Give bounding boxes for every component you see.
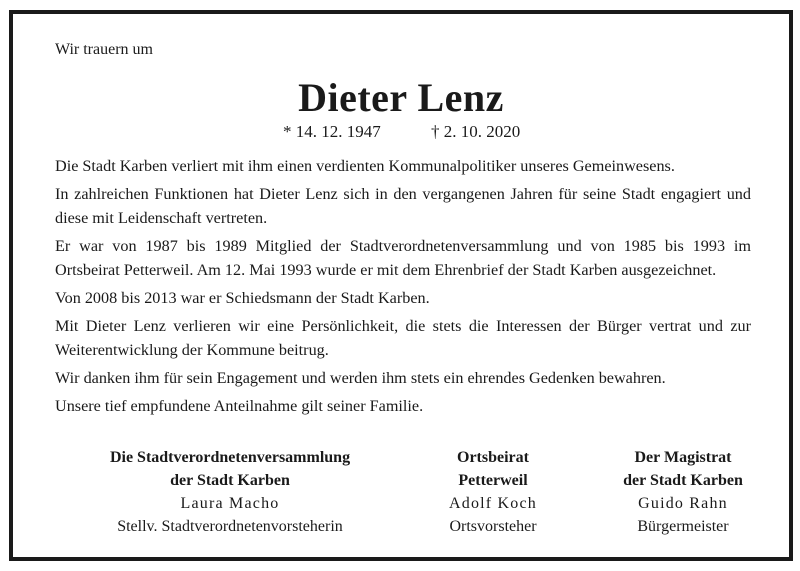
signature-role: Bürgermeister — [637, 518, 729, 535]
birth-date: * 14. 12. 1947 — [283, 122, 381, 141]
paragraph: Er war von 1987 bis 1989 Mitglied der Stadtverordnetenversammlung und von 1985 bis 1993 im Ortsbeirat Petterweil. Am 12. Mai 1993 wurde er mit dem Ehrenbrief der Stadt Karben ausgezeichnet. — [55, 237, 751, 279]
paragraph: Mit Dieter Lenz verlieren wir eine Persönlichkeit, die stets die Interessen der Bürger vertrat und zur Weiterentwicklung der Kommune beitrug. — [55, 317, 751, 359]
signature-org-line2: der Stadt Karben — [170, 472, 290, 489]
paragraph: Unsere tief empfundene Anteilnahme gilt seiner Familie. — [55, 397, 424, 415]
signature-org-line1: Die Stadtverordnetenversammlung — [109, 449, 351, 466]
deceased-name: Dieter Lenz — [298, 75, 504, 120]
signature-org-line2: Petterweil — [458, 472, 528, 489]
signature-org-line2: der Stadt Karben — [623, 472, 743, 489]
paragraph: In zahlreichen Funktionen hat Dieter Lenz sich in den vergangenen Jahren für seine Stadt engagiert und diese mit Leidenschaft vertreten. — [55, 185, 751, 227]
signature-council — [85, 446, 375, 538]
intro-text: Wir trauern um — [55, 41, 153, 58]
paragraph: Die Stadt Karben verliert mit ihm einen verdienten Kommunalpolitiker unseres Gemeinwesens. — [55, 157, 675, 175]
obituary-body — [55, 154, 751, 422]
signature-local-council — [423, 446, 563, 538]
signature-org-line1: Der Magistrat — [634, 449, 732, 466]
signature-org-line1: Ortsbeirat — [457, 449, 529, 466]
paragraph: Wir danken ihm für sein Engagement und werden ihm stets ein ehrendes Gedenken bewahren. — [55, 369, 666, 387]
signature-magistrate — [598, 446, 768, 538]
obituary-frame — [9, 10, 793, 561]
signature-person: Laura Macho — [180, 495, 280, 512]
signature-role: Ortsvorsteher — [449, 518, 537, 535]
paragraph: Von 2008 bis 2013 war er Schiedsmann der Stadt Karben. — [55, 289, 430, 307]
signature-person: Guido Rahn — [638, 495, 728, 512]
signature-person: Adolf Koch — [449, 495, 537, 512]
death-date: † 2. 10. 2020 — [431, 122, 521, 141]
signature-role: Stellv. Stadtverordnetenvorsteherin — [117, 518, 343, 535]
